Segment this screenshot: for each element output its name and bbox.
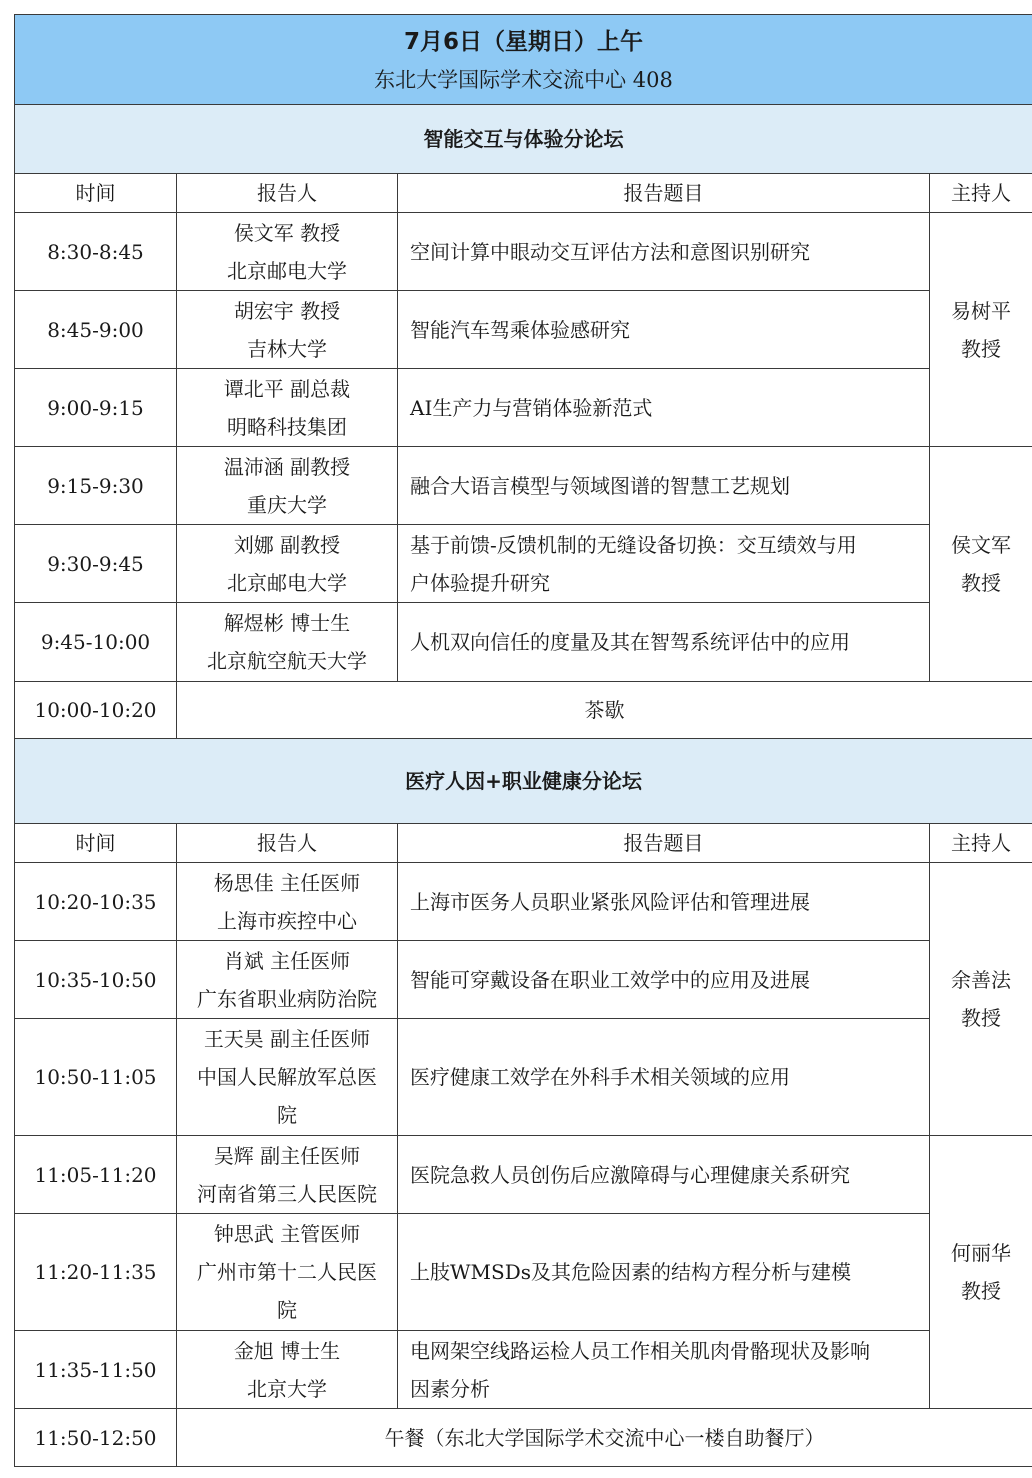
time-cell: 9:45-10:00 xyxy=(15,603,177,682)
speaker-org: 明略科技集团 xyxy=(227,414,347,439)
speaker-cell xyxy=(177,863,398,941)
topic-line: 户体验提升研究 xyxy=(410,570,550,595)
topic-cell: 空间计算中眼动交互评估方法和意图识别研究 xyxy=(398,213,930,291)
speaker-org: 中国人民解放军总医 xyxy=(197,1065,377,1089)
time-cell: 10:50-11:05 xyxy=(15,1019,177,1136)
table-row xyxy=(15,369,1032,447)
table-row xyxy=(15,603,1032,682)
host-name: 余善法 xyxy=(951,968,1011,992)
speaker-cell xyxy=(177,1136,398,1214)
speaker-name: 谭北平 副总裁 xyxy=(223,376,351,401)
topic-cell: 上海市医务人员职业紧张风险评估和管理进展 xyxy=(398,863,930,941)
host-cell xyxy=(930,863,1032,1136)
time-cell: 8:45-9:00 xyxy=(15,291,177,369)
table-row xyxy=(15,1136,1032,1214)
col-header-speaker: 报告人 xyxy=(177,174,398,213)
lunch-label: 午餐（东北大学国际学术交流中心一楼自助餐厅） xyxy=(177,1409,1032,1467)
topic-line: 因素分析 xyxy=(410,1376,490,1401)
col-header-time: 时间 xyxy=(15,174,177,213)
speaker-org: 院 xyxy=(277,1298,297,1322)
topic-cell: 医院急救人员创伤后应激障碍与心理健康关系研究 xyxy=(398,1136,930,1214)
time-cell: 9:00-9:15 xyxy=(15,369,177,447)
speaker-org: 重庆大学 xyxy=(247,492,327,517)
speaker-name: 金旭 博士生 xyxy=(233,1338,341,1363)
forum-title-row xyxy=(15,105,1032,174)
break-row xyxy=(15,682,1032,739)
speaker-org: 院 xyxy=(277,1103,297,1127)
topic-cell: 融合大语言模型与领域图谱的智慧工艺规划 xyxy=(398,447,930,525)
table-row xyxy=(15,1331,1032,1409)
host-name: 何丽华 xyxy=(951,1241,1011,1265)
table-row xyxy=(15,1019,1032,1136)
table-row xyxy=(15,525,1032,603)
speaker-org: 上海市疾控中心 xyxy=(217,908,357,933)
column-header-row xyxy=(15,824,1032,863)
time-cell: 10:20-10:35 xyxy=(15,863,177,941)
speaker-org: 广州市第十二人民医 xyxy=(197,1260,377,1284)
speaker-cell xyxy=(177,447,398,525)
topic-cell: AI生产力与营销体验新范式 xyxy=(398,369,930,447)
session-venue: 东北大学国际学术交流中心 408 xyxy=(374,67,673,92)
topic-cell: 医疗健康工效学在外科手术相关领域的应用 xyxy=(398,1019,930,1136)
speaker-org: 广东省职业病防治院 xyxy=(197,986,377,1011)
host-title: 教授 xyxy=(961,1006,1001,1030)
host-title: 教授 xyxy=(961,571,1001,595)
speaker-org: 河南省第三人民医院 xyxy=(197,1181,377,1206)
topic-cell xyxy=(398,1331,930,1409)
topic-line: 电网架空线路运检人员工作相关肌肉骨骼现状及影响 xyxy=(410,1338,870,1363)
time-cell: 11:05-11:20 xyxy=(15,1136,177,1214)
table-row xyxy=(15,447,1032,525)
speaker-name: 钟思武 主管医师 xyxy=(213,1222,361,1246)
table-row xyxy=(15,941,1032,1019)
time-cell: 11:35-11:50 xyxy=(15,1331,177,1409)
topic-line: 基于前馈-反馈机制的无缝设备切换：交互绩效与用 xyxy=(410,532,857,557)
col-header-topic: 报告题目 xyxy=(398,174,930,213)
speaker-org: 北京邮电大学 xyxy=(227,258,347,283)
topic-cell: 上肢WMSDs及其危险因素的结构方程分析与建模 xyxy=(398,1214,930,1331)
date-banner xyxy=(15,15,1032,105)
speaker-name: 温沛涵 副教授 xyxy=(223,454,351,479)
speaker-cell xyxy=(177,1331,398,1409)
speaker-org: 北京大学 xyxy=(247,1376,327,1401)
table-row xyxy=(15,1214,1032,1331)
speaker-org: 北京航空航天大学 xyxy=(207,649,367,673)
host-cell xyxy=(930,1136,1032,1409)
time-cell: 9:15-9:30 xyxy=(15,447,177,525)
speaker-cell xyxy=(177,291,398,369)
speaker-cell xyxy=(177,369,398,447)
col-header-time: 时间 xyxy=(15,824,177,863)
host-name: 易树平 xyxy=(951,298,1011,323)
speaker-cell xyxy=(177,941,398,1019)
break-time: 10:00-10:20 xyxy=(15,682,177,739)
time-cell: 9:30-9:45 xyxy=(15,525,177,603)
forum-title-row xyxy=(15,739,1032,824)
break-label: 茶歇 xyxy=(177,682,1032,739)
speaker-cell xyxy=(177,1019,398,1136)
speaker-org: 北京邮电大学 xyxy=(227,570,347,595)
speaker-cell xyxy=(177,213,398,291)
speaker-name: 王天昊 副主任医师 xyxy=(203,1027,371,1051)
topic-cell xyxy=(398,525,930,603)
speaker-org: 吉林大学 xyxy=(247,336,327,361)
table-row xyxy=(15,291,1032,369)
forum-title: 智能交互与体验分论坛 xyxy=(15,105,1032,174)
time-cell: 8:30-8:45 xyxy=(15,213,177,291)
topic-cell: 智能汽车驾乘体验感研究 xyxy=(398,291,930,369)
col-header-host: 主持人 xyxy=(930,174,1032,213)
table-row xyxy=(15,863,1032,941)
topic-cell: 人机双向信任的度量及其在智驾系统评估中的应用 xyxy=(398,603,930,682)
forum-title: 医疗人因+职业健康分论坛 xyxy=(15,739,1032,824)
speaker-cell xyxy=(177,525,398,603)
time-cell: 10:35-10:50 xyxy=(15,941,177,1019)
speaker-name: 吴辉 副主任医师 xyxy=(213,1143,361,1168)
speaker-name: 刘娜 副教授 xyxy=(233,532,341,557)
col-header-speaker: 报告人 xyxy=(177,824,398,863)
session-date: 7月6日（星期日）上午 xyxy=(404,28,644,55)
speaker-name: 解煜彬 博士生 xyxy=(223,611,351,635)
host-name: 侯文军 xyxy=(951,533,1011,557)
speaker-name: 杨思佳 主任医师 xyxy=(213,870,361,895)
speaker-cell xyxy=(177,603,398,682)
speaker-name: 侯文军 教授 xyxy=(233,220,341,245)
col-header-host: 主持人 xyxy=(930,824,1032,863)
host-title: 教授 xyxy=(961,1279,1001,1303)
col-header-topic: 报告题目 xyxy=(398,824,930,863)
column-header-row xyxy=(15,174,1032,213)
speaker-cell xyxy=(177,1214,398,1331)
table-row xyxy=(15,213,1032,291)
speaker-name: 胡宏宇 教授 xyxy=(233,298,341,323)
host-title: 教授 xyxy=(961,336,1001,361)
lunch-time: 11:50-12:50 xyxy=(15,1409,177,1467)
topic-cell: 智能可穿戴设备在职业工效学中的应用及进展 xyxy=(398,941,930,1019)
lunch-row xyxy=(15,1409,1032,1467)
host-cell xyxy=(930,447,1032,682)
schedule-table xyxy=(14,14,1032,1467)
speaker-name: 肖斌 主任医师 xyxy=(223,948,351,973)
time-cell: 11:20-11:35 xyxy=(15,1214,177,1331)
host-cell xyxy=(930,213,1032,447)
date-banner-row xyxy=(15,15,1032,105)
